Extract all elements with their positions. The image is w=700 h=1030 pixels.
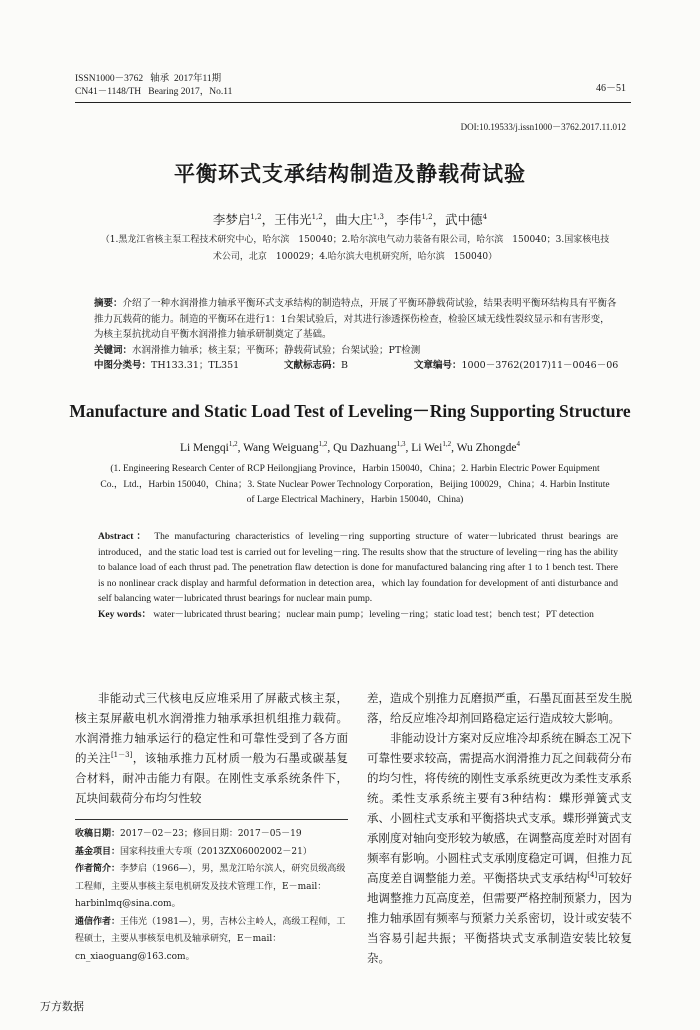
title-en: Manufacture and Static Load Test of Leveling－Ring Supporting Structure xyxy=(69,401,631,421)
authors-en: Li Mengqi$^{1,2}$, Wang Weiguang$^{1,2}$, Qu Dazhuang$^{1,3}$, Li Wei$^{1,2}$, Wu Zhongde$^4$ xyxy=(179,440,521,454)
doc-code xyxy=(284,358,414,374)
author-en-name: Wang Weiguang xyxy=(243,442,319,454)
abstract-en-text: The manufacturing characteristics of leveling－ring supporting structure of water－lubricated thrust bearings are introduced，and the static load test is carried out for leveling－ring. The results show that the structure of leveling－ring has the ability to balance load of each thrust pad. The penetration flaw detection is done for manufactured balancing ring after 1 to 1 bench test. There is no nonlinear crack display and harmful deformation in detection area，which lay foundation for development of anti disturbance and self balancing water－lubricated thrust bearings for nuclear main pump. xyxy=(98,532,618,604)
title-cn: 平衡环式支承结构制造及静载荷试验 xyxy=(174,161,526,186)
author-en-affiliation-marker: 1,3 xyxy=(396,440,406,449)
corr-value: 王伟光（1981—），男，吉林公主岭人，高级工程师，工程硕士，主要从事核泵电机及轴承研究，E－mail：cn_xiaoguang@163.com。 xyxy=(75,916,346,962)
body-paragraph xyxy=(75,688,348,808)
keywords-en-label: Key words： xyxy=(98,609,152,620)
author-value: 李梦启（1966—），男，黑龙江哈尔滨人，研究员级高级工程师，主要从事核主泵电机研发及技术管理工作，E－mail：harbinlmq@sina.com。 xyxy=(75,864,346,909)
page-range: 46－51 xyxy=(596,83,626,94)
cn-number: CN41－1148/TH xyxy=(75,87,142,97)
header-line-2 xyxy=(75,86,232,99)
abstract-en-label: Abstract： xyxy=(98,532,150,542)
para-text: 非能动式三代核电反应堆采用了屏蔽式核主泵，核主泵屏蔽电机水润滑推力轴承承担机组推力载荷。水润滑推力轴承运行的稳定性和可靠性受到了各方面的关注 xyxy=(75,691,348,765)
para-text: 可较好地调整推力瓦高度差，但需要严格控制预紧力，因为推力轴承固有频率与预紧力关系密切，设计或安装不当容易引起共振；平衡搭块式支承制造安装比较复杂。 xyxy=(367,871,633,965)
article-no-value: 1000－3762(2017)11－0046－06 xyxy=(461,360,619,371)
doc-code-value: B xyxy=(341,360,348,371)
author-cn-name: 曲大庄 xyxy=(335,212,373,227)
abstract-en-body xyxy=(98,530,618,608)
fund-value: 国家科技重大专项（2013ZX06002002－21） xyxy=(120,846,312,857)
author-cn-affiliation-marker: 4 xyxy=(482,212,488,221)
header-line-1 xyxy=(75,73,232,86)
footnote-author xyxy=(75,861,350,914)
author-cn-name: 武中德 xyxy=(445,212,483,227)
author-cn-affiliation-marker: 1,3 xyxy=(372,212,384,221)
author-label: 作者简介： xyxy=(75,864,121,874)
clc xyxy=(94,358,284,374)
abstract-cn xyxy=(94,296,619,374)
author-cn-name: 李梦启 xyxy=(212,212,251,227)
keywords-en xyxy=(98,608,618,624)
abstract-cn-text: 介绍了一种水润滑推力轴承平衡环式支承结构的制造特点，开展了平衡环静载荷试验，结果表明平衡环结构具有平衡各推力瓦载荷的能力。制造的平衡环在进行1：1台架试验后，对其进行渗透探伤检查，检验区域无线性裂纹显示和有害形变，为核主泵抗扰动自平衡水润滑推力轴承研制奠定了基础。 xyxy=(94,298,617,340)
para-text: ，该轴承推力瓦材质一般为石墨或碳基复合材料，耐冲击能力有限。在刚性支承系统条件下，瓦块间载荷分布均匀性较 xyxy=(75,751,349,805)
author-en-name: Li Wei xyxy=(411,442,443,454)
keywords-en-text: water－lubricated thrust bearing；nuclear main pump；leveling－ring；static load test；bench test；PT detection xyxy=(153,609,594,620)
footnote-fund xyxy=(75,844,350,862)
citation: [1－3] xyxy=(110,751,133,760)
author-en-name: Qu Dazhuang xyxy=(333,442,397,454)
corr-label: 通信作者： xyxy=(75,916,121,927)
footnote-corresponding xyxy=(75,914,350,967)
author-en-affiliation-marker: 1,2 xyxy=(442,440,452,449)
author-en-name: Li Mengqi xyxy=(179,442,229,454)
author-cn-name: 王伟光 xyxy=(274,212,312,227)
abstract-cn-body xyxy=(94,296,619,343)
issn: ISSN1000－3762 xyxy=(75,74,144,84)
issue-en: 2017，No.11 xyxy=(180,87,233,97)
issue-cn: 2017年11期 xyxy=(173,74,222,84)
affiliations-cn: （1.黑龙江省核主泵工程技术研究中心，哈尔滨 150040；2.哈尔滨电气动力装备有限公司，哈尔滨 150040；3.国家核电技术公司，北京 100029；4.哈尔滨大电机研究所，哈尔滨 150040） xyxy=(100,235,610,262)
body-left-column xyxy=(75,688,348,808)
footnote-dates xyxy=(75,826,350,844)
keywords-cn-text: 水润滑推力轴承；核主泵；平衡环；静载荷试验；台架试验；PT检测 xyxy=(132,344,421,356)
article-no-label: 文章编号： xyxy=(414,360,462,371)
journal-name-en: Bearing xyxy=(148,87,179,97)
citation: [4] xyxy=(587,871,598,880)
journal-name-cn: 轴承 xyxy=(150,74,170,84)
para-text: 非能动设计方案对反应堆冷却系统在瞬态工况下可靠性要求较高，需提高水润滑推力瓦之间载荷分布的均匀性，将传统的刚性支承系统更改为柔性支承系统。柔性支承系统主要有3种结构：蝶形弹簧式支承、小圆柱式支承和平衡搭块式支承。蝶形弹簧式支承刚度对轴向变形较为敏感，在调整高度差时对固有频率有影响。小圆柱式支承刚度稳定可调，但推力瓦高度差自调整能力差。平衡搭块式支承结构 xyxy=(367,731,632,885)
author-cn-name: 李伟 xyxy=(396,212,422,227)
header-rule xyxy=(75,102,631,103)
wanfang-watermark: 万方数据 xyxy=(40,1000,84,1013)
classification-row xyxy=(94,358,619,374)
author-cn-affiliation-marker: 1,2 xyxy=(421,212,433,221)
journal-header xyxy=(75,73,232,99)
author-en-name: Wu Zhongde xyxy=(456,442,517,454)
author-cn-affiliation-marker: 1,2 xyxy=(311,212,323,221)
abstract-en xyxy=(98,530,618,623)
clc-label: 中图分类号： xyxy=(94,360,152,371)
dates-label: 收稿日期： xyxy=(75,829,121,839)
author-en-affiliation-marker: 1,2 xyxy=(318,440,328,449)
doi: DOI:10.19533/j.issn1000－3762.2017.11.012 xyxy=(460,122,626,132)
authors-cn: 李梦启$^{1,2}$，王伟光$^{1,2}$，曲大庄$^{1,3}$，李伟$^{1,2}$，武中德$^4$ xyxy=(212,212,488,227)
article-no xyxy=(414,358,618,374)
author-en-affiliation-marker: 4 xyxy=(516,440,521,449)
fund-label: 基金项目： xyxy=(75,846,121,857)
footnote-rule xyxy=(75,819,348,820)
keywords-cn xyxy=(94,343,619,359)
body-paragraph xyxy=(367,728,632,968)
body-paragraph: 差，造成个别推力瓦磨损严重，石墨瓦面甚至发生脱落，给反应堆冷却剂回路稳定运行造成较大影响。 xyxy=(367,691,632,725)
dates-value: 2017－02－23；修回日期：2017－05－19 xyxy=(120,829,302,839)
abstract-cn-label: 摘要： xyxy=(94,298,123,309)
author-en-affiliation-marker: 1,2 xyxy=(228,440,238,449)
body-right-column xyxy=(367,688,632,968)
keywords-cn-label: 关键词： xyxy=(94,344,133,356)
clc-value: TH133.31；TL351 xyxy=(151,360,240,371)
doc-code-label: 文献标志码： xyxy=(284,360,342,371)
author-cn-affiliation-marker: 1,2 xyxy=(250,212,262,221)
footnotes xyxy=(75,826,350,966)
affiliations-en: (1. Engineering Research Center of RCP Heilongjiang Province，Harbin 150040，China；2. Harbin Electric Power Equipment Co.，Ltd.，Harbin 150040，China；3. State Nuclear Power Technology Corporation，Beijing 100029，China；4. Harbin Institute of Large Electrical Machinery，Harbin 150040，China) xyxy=(100,464,610,505)
